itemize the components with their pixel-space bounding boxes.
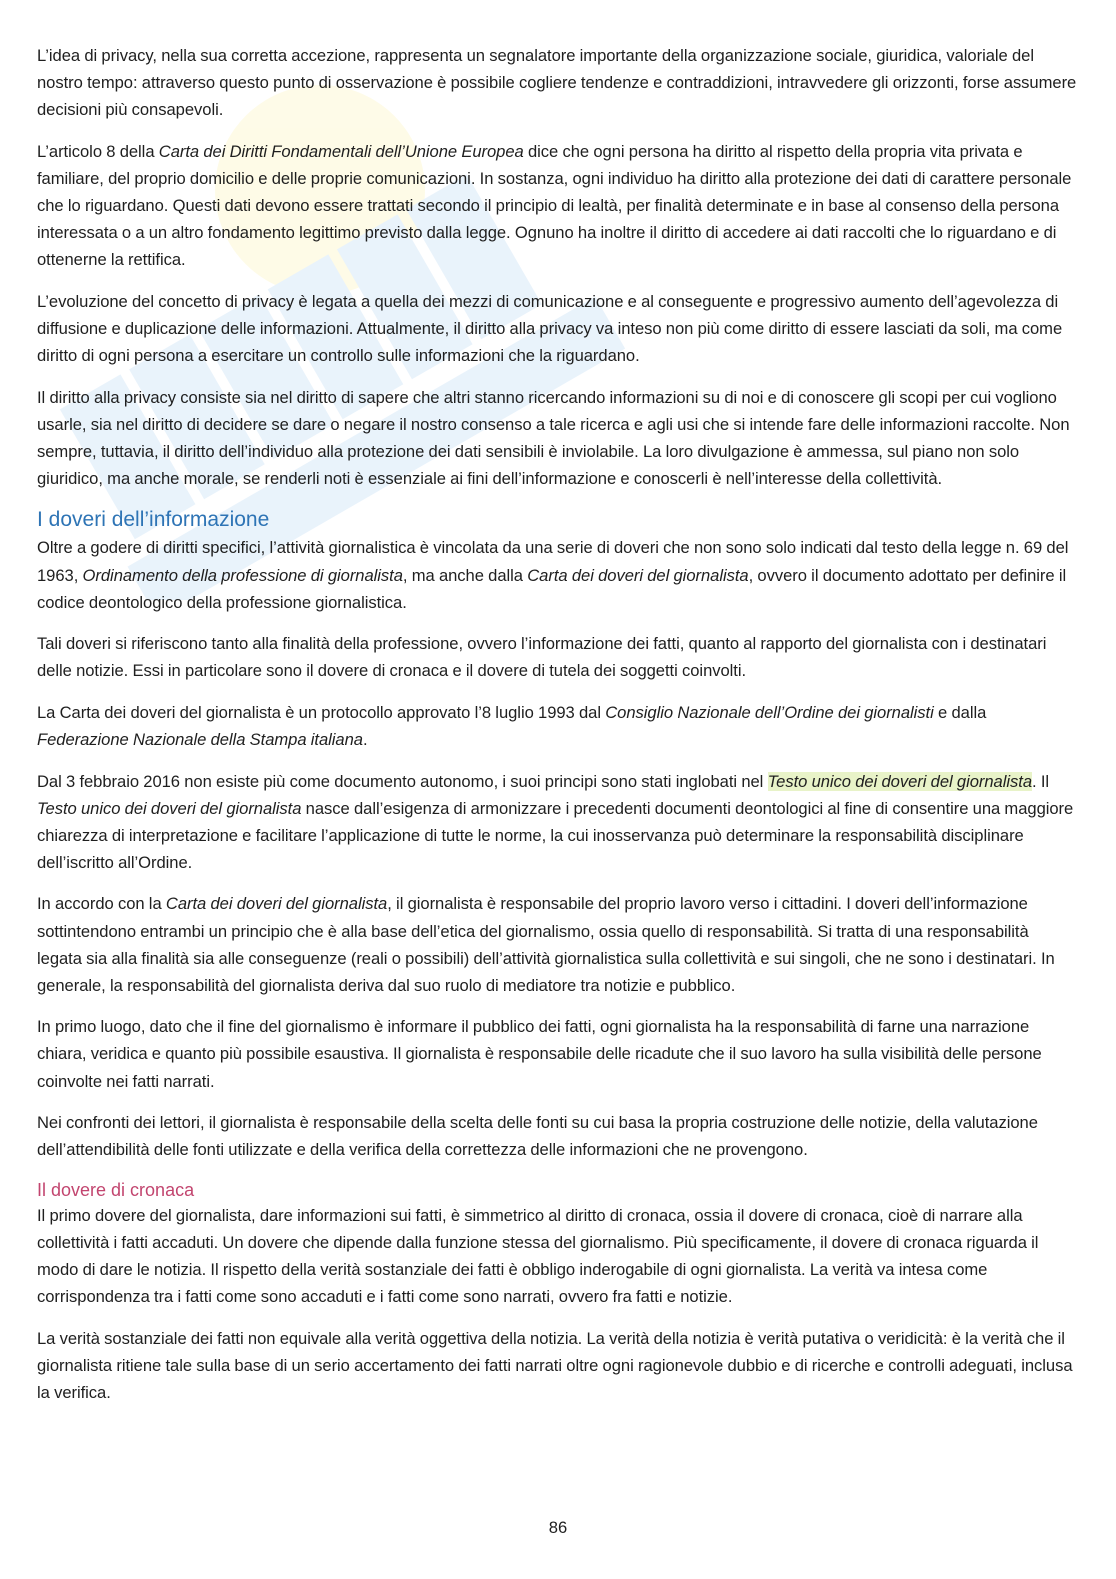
document-body <box>37 42 1077 1420</box>
text-run: Oltre a godere di diritti specifici, l’attività giornalistica è vincolata da una serie di doveri che non sono solo indicati dal testo della legge n. 69 del 1963, <box>37 538 1069 585</box>
paragraph-primo-luogo: In primo luogo, dato che il fine del giornalismo è informare il pubblico dei fatti, ogni giornalista ha la responsabilità di farne una narrazione chiara, veridica e quanto più possibile esaustiva. Il giornalista è responsabile delle ricadute che il suo lavoro ha sulla visibilità delle persone coinvolte nei fatti narrati. <box>37 1017 1042 1091</box>
text-run: dice che ogni persona ha diritto al rispetto della propria vita privata e familiare, del proprio domicilio e delle proprie comunicazioni. In sostanza, ogni individuo ha diritto alla protezione dei dati di carattere personale che lo riguardano. Questi dati devono essere trattati secondo il principio di lealtà, per finalità determinate e in base al consenso della persona interessata o a un altro fondamento legittimo previsto dalla legge. Ognuno ha inoltre il diritto di accedere ai dati raccolti che lo riguardano e di ottenerne la rettifica. <box>37 141 1072 270</box>
paragraph-article-8 <box>37 138 1077 273</box>
text-run: La Carta dei doveri del giornalista è un protocollo approvato l’8 luglio 1993 dal <box>37 702 606 722</box>
text-run: . Il <box>1032 771 1050 791</box>
paragraph-dovere-cronaca: Il primo dovere del giornalista, dare informazioni sui fatti, è simmetrico al diritto di cronaca, ossia il dovere di cronaca, cioè di narrare alla collettività i fatti accaduti. Un dovere che dipende dalla funzione stessa del giornalismo. Più specificamente, il dovere di cronaca riguarda il modo di dare le notizia. Il rispetto della verità sostanziale dei fatti è obbligo inderogabile di ogni giornalista. La verità va intesa come corrispondenza tra i fatti come sono accaduti e i fatti come sono narrati, ovvero fra fatti e notizie. <box>37 1205 1039 1307</box>
text-run: . <box>362 729 368 749</box>
italic-title: Federazione Nazionale della Stampa italiana <box>37 729 363 749</box>
italic-title: Carta dei doveri del giornalista <box>165 894 388 914</box>
paragraph-testo-unico <box>37 768 1077 876</box>
text-run: e dalla <box>933 702 987 722</box>
text-run: Dal 3 febbraio 2016 non esiste più come documento autonomo, i suoi principi sono stati inglobati nel <box>37 771 768 791</box>
italic-title: Carta dei Diritti Fondamentali dell’Unione Europea <box>158 141 524 161</box>
paragraph-privacy-intro: L’idea di privacy, nella sua corretta accezione, rappresenta un segnalatore importante della organizzazione sociale, giuridica, valoriale del nostro tempo: attraverso questo punto di osservazione è possibile cogliere tendenze e contraddizioni, intravvedere gli orizzonti, forse assumere decisioni più consapevoli. <box>37 46 1077 120</box>
italic-title: Carta dei doveri del giornalista <box>527 565 749 585</box>
highlighted-title: Testo unico dei doveri del giornalista <box>767 771 1032 791</box>
italic-title: Testo unico dei doveri del giornalista <box>37 798 302 818</box>
text-run: In accordo con la <box>37 894 166 914</box>
text-run: , ma anche dalla <box>402 565 528 585</box>
paragraph-doveri-finalita: Tali doveri si riferiscono tanto alla finalità della professione, ovvero l’informazione dei fatti, quanto al rapporto del giornalista con i destinatari delle notizie. Essi in particolare sono il dovere di cronaca e il dovere di tutela dei soggetti coinvolti. <box>37 634 1047 681</box>
paragraph-carta-protocollo <box>37 699 1077 753</box>
italic-title: Consiglio Nazionale dell’Ordine dei giornalisti <box>605 702 934 722</box>
section-heading-doveri: I doveri dell’informazione <box>37 508 270 532</box>
paragraph-responsabilita <box>37 890 1077 998</box>
text-run: , il giornalista è responsabile del proprio lavoro verso i cittadini. I doveri dell’informazione sottintendono entrambi un principio che è alla base dell’etica del giornalismo, ossia quello di responsabilità. Si tratta di una responsabilità legata sia alla finalità sia alle conseguenze (reali o possibili) dell’attività giornalistica sulla collettività e sui singoli, che ne sono i destinatari. In generale, la responsabilità del giornalista deriva dal suo ruolo di mediatore tra notizie e pubblico. <box>37 894 1055 995</box>
paragraph-privacy-evolution: L’evoluzione del concetto di privacy è legata a quella dei mezzi di comunicazione e al conseguente e progressivo aumento dell’agevolezza di diffusione e duplicazione delle informazioni. Attualmente, il diritto alla privacy va inteso non più come diritto di essere lasciati da soli, ma come diritto di ogni persona a esercitare un controllo sulle informazioni che la riguardano. <box>37 291 1063 365</box>
italic-title: Ordinamento della professione di giornalista <box>82 565 403 585</box>
text-run: L’articolo 8 della <box>37 141 159 161</box>
subsection-heading-cronaca: Il dovere di cronaca <box>37 1179 195 1200</box>
text-run: , ovvero il documento adottato per definire il codice deontologico della professione giornalistica. <box>37 565 1067 612</box>
paragraph-fonti: Nei confronti dei lettori, il giornalista è responsabile della scelta delle fonti su cui basa la propria costruzione delle notizie, della valutazione dell’attendibilità delle fonti utilizzate e della verifica della correttezza delle informazioni che ne provengono. <box>37 1113 1038 1160</box>
text-run: nasce dall’esigenza di armonizzare i precedenti documenti deontologici al fine di consentire una maggiore chiarezza di interpretazione e facilitare l’applicazione di tutte le norme, la cui inosservanza può determinare la responsabilità disciplinare dell’iscritto all’Ordine. <box>37 798 1074 872</box>
page-number: 86 <box>548 1518 568 1537</box>
paragraph-privacy-right: Il diritto alla privacy consiste sia nel diritto di sapere che altri stanno ricercando informazioni su di noi e di conoscere gli scopi per cui vogliono usarle, sia nel diritto di decidere se dare o negare il nostro consenso a tale ricerca e agli usi che si intende fare delle informazioni raccolte. Non sempre, tuttavia, il diritto dell’individuo alla protezione dei dati sensibili è inviolabile. La loro divulgazione è ammessa, sul piano non solo giuridico, ma anche morale, se renderli noti è essenziale ai fini dell’informazione e conoscerli è nell’interesse della collettività. <box>37 387 1070 488</box>
paragraph-doveri-intro <box>37 534 1077 615</box>
paragraph-verita-sostanziale: La verità sostanziale dei fatti non equivale alla verità oggettiva della notizia. La verità della notizia è verità putativa o veridicità: è la verità che il giornalista ritiene tale sulla base di un serio accertamento dei fatti narrati oltre ogni ragionevole dubbio e di ricerche e controlli adeguati, inclusa la verifica. <box>37 1328 1073 1402</box>
